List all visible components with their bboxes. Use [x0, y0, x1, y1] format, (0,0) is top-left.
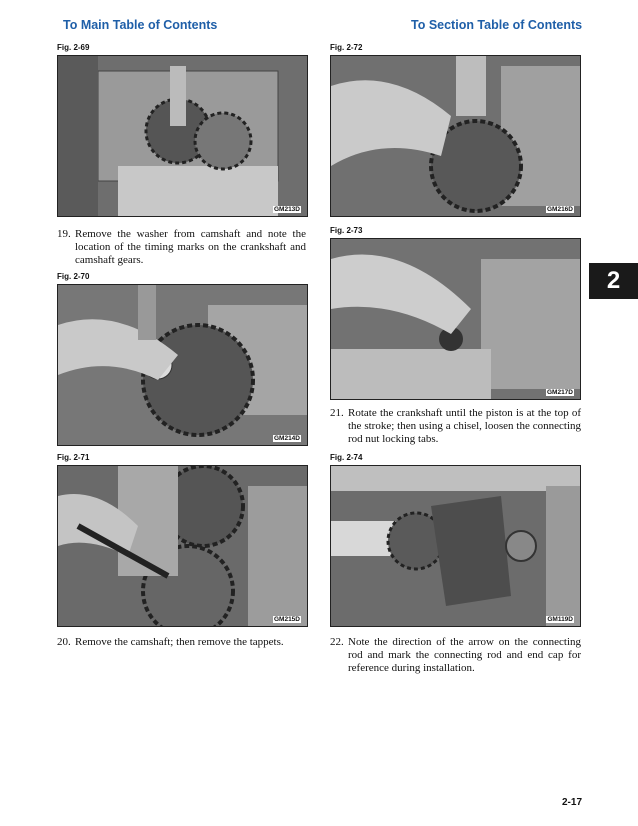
step-22-number: 22.: [330, 636, 344, 648]
fig-2-69-photo: [57, 55, 308, 217]
main-toc-link[interactable]: To Main Table of Contents: [63, 18, 218, 32]
fig-2-73-label: Fig. 2-73: [330, 226, 363, 235]
fig-2-72-code: GM216D: [546, 206, 573, 213]
fig-2-74-photo: [330, 465, 581, 627]
fig-2-71-code: GM215D: [273, 616, 300, 623]
section-tab: 2: [589, 263, 638, 299]
crankshaft-connecting-rod-illustration: [331, 466, 580, 626]
fig-2-73-code: GM217D: [546, 389, 573, 396]
camshaft-removal-illustration: [58, 466, 307, 626]
fig-2-69-label: Fig. 2-69: [57, 43, 90, 52]
fig-2-71-label: Fig. 2-71: [57, 453, 90, 462]
fig-2-70-photo: [57, 284, 308, 446]
fig-2-73-photo: [330, 238, 581, 400]
fig-2-71-photo: [57, 465, 308, 627]
step-19: [57, 228, 306, 267]
step-22: [330, 636, 581, 675]
step-20-number: 20.: [57, 636, 71, 648]
fig-2-74-code: GM119D: [547, 616, 573, 623]
step-20-text: Remove the camshaft; then remove the tappets.: [75, 636, 284, 648]
step-21: [330, 407, 581, 446]
step-21-number: 21.: [330, 407, 344, 419]
hand-camshaft-gear-illustration: [331, 56, 580, 216]
step-20: [57, 636, 306, 649]
page-number: 2-17: [562, 797, 583, 808]
fig-2-70-code: GM214D: [273, 435, 300, 442]
fig-2-72-photo: [330, 55, 581, 217]
hand-washer-illustration: [58, 285, 307, 445]
step-19-text: Remove the washer from camshaft and note the location of the timing marks on the crankshaft and camshaft gears.: [75, 228, 306, 266]
step-21-text: Rotate the crankshaft until the piston is at the top of the stroke; then using a chisel, loosen the connecting rod nut locking tabs.: [348, 407, 581, 445]
section-toc-link[interactable]: To Section Table of Contents: [411, 18, 583, 32]
fig-2-70-label: Fig. 2-70: [57, 272, 90, 281]
step-19-number: 19.: [57, 228, 71, 240]
fig-2-74-label: Fig. 2-74: [330, 453, 363, 462]
hand-crankshaft-illustration: [331, 239, 580, 399]
step-22-text: Note the direction of the arrow on the connecting rod and mark the connecting rod and end cap for reference during installation.: [348, 636, 581, 674]
fig-2-69-code: GM213D: [273, 206, 300, 213]
engine-gears-illustration: [58, 56, 307, 216]
fig-2-72-label: Fig. 2-72: [330, 43, 363, 52]
